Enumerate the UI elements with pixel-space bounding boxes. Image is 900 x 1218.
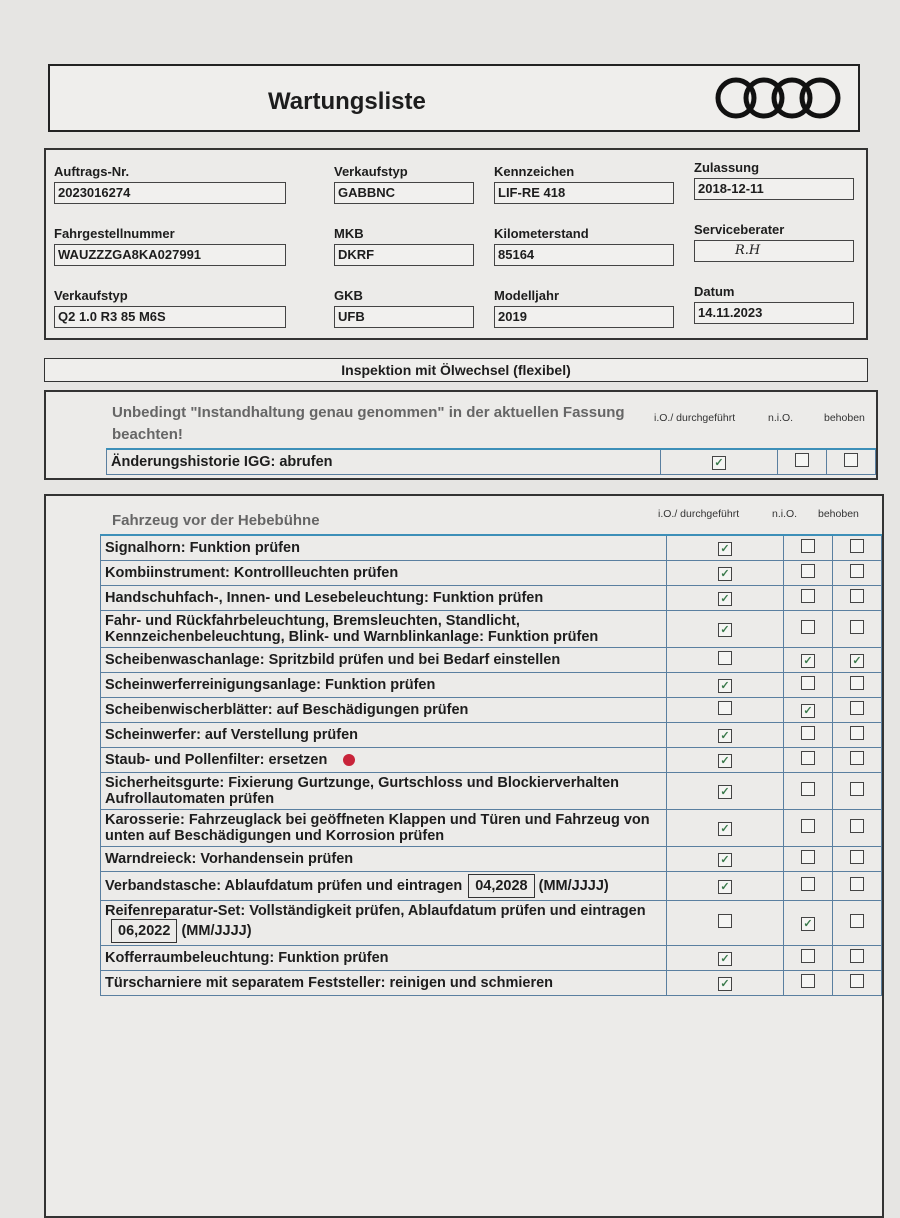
field-label: Kilometerstand: [494, 226, 589, 241]
field-label: Datum: [694, 284, 735, 299]
checklist-row: [101, 698, 882, 723]
row-text: Scheibenwaschanlage: Spritzbild prüfen und bei Bedarf einstellen: [105, 652, 561, 668]
behoben-checkbox[interactable]: [850, 676, 864, 690]
date-format: (MM/JJJJ): [538, 878, 609, 894]
field-5: [334, 226, 474, 266]
row-text: Staub- und Pollenfilter: ersetzen: [105, 752, 328, 768]
behoben-checkbox[interactable]: [850, 620, 864, 634]
io-checkbox[interactable]: ✓: [718, 592, 732, 606]
nio-checkbox[interactable]: [801, 751, 815, 765]
behoben-checkbox[interactable]: [850, 850, 864, 864]
section-header: Unbedingt "Instandhaltung genau genommen" in der aktuellen Fassung beachten!: [112, 404, 625, 443]
checklist-row: [101, 673, 882, 698]
field-label: MKB: [334, 226, 364, 241]
io-checkbox[interactable]: ✓: [718, 785, 732, 799]
io-checkbox[interactable]: ✓: [718, 754, 732, 768]
field-label: Verkaufstyp: [334, 164, 408, 179]
io-checkbox[interactable]: [718, 701, 732, 715]
row-text: Karosserie: Fahrzeuglack bei geöffneten Klappen und Türen und Fahrzeug von unten auf Beschädigungen und Korrosion prüfen: [105, 812, 650, 844]
checklist-row: [101, 586, 882, 611]
io-checkbox[interactable]: [718, 914, 732, 928]
field-7: [694, 222, 854, 262]
field-4: [54, 226, 286, 266]
col-io: i.O./ durchgeführt: [654, 412, 736, 424]
inspection-type: Inspektion mit Ölwechsel (flexibel): [44, 358, 868, 382]
checklist-row: [101, 561, 882, 586]
field-label: GKB: [334, 288, 363, 303]
behoben-checkbox[interactable]: [844, 453, 858, 467]
red-sticker-icon: [343, 754, 355, 766]
nio-checkbox[interactable]: [801, 819, 815, 833]
field-value: DKRF: [334, 244, 474, 266]
col-nio: n.i.O.: [768, 412, 794, 424]
row-text: Scheinwerferreinigungsanlage: Funktion prüfen: [105, 677, 436, 693]
row-text: Kofferraumbeleuchtung: Funktion prüfen: [105, 950, 389, 966]
row-text: Reifenreparatur-Set: Vollständigkeit prüfen, Ablaufdatum prüfen und eintragen: [105, 903, 646, 919]
nio-checkbox[interactable]: [801, 589, 815, 603]
date-format: (MM/JJJJ): [181, 923, 252, 939]
field-3: [694, 160, 854, 200]
row-text: Handschuhfach-, Innen- und Lesebeleuchtung: Funktion prüfen: [105, 590, 544, 606]
row-text: Signalhorn: Funktion prüfen: [105, 540, 300, 556]
row-text: Verbandstasche: Ablaufdatum prüfen und eintragen: [105, 878, 463, 894]
field-label: Kennzeichen: [494, 164, 575, 179]
checklist-row: [101, 748, 882, 773]
section-header: Fahrzeug vor der Hebebühne: [112, 512, 320, 529]
field-value: 2023016274: [54, 182, 286, 204]
audi-logo-icon: [710, 74, 850, 122]
field-10: [494, 288, 674, 328]
behoben-checkbox[interactable]: [850, 949, 864, 963]
field-label: Modelljahr: [494, 288, 560, 303]
behoben-checkbox[interactable]: [850, 974, 864, 988]
behoben-checkbox[interactable]: [850, 701, 864, 715]
io-checkbox[interactable]: ✓: [718, 822, 732, 836]
behoben-checkbox[interactable]: [850, 782, 864, 796]
nio-checkbox[interactable]: [801, 676, 815, 690]
field-label: Serviceberater: [694, 222, 785, 237]
field-value: WAUZZZGA8KA027991: [54, 244, 286, 266]
nio-checkbox[interactable]: [801, 949, 815, 963]
checklist-row: [107, 449, 876, 475]
row-text: Änderungshistorie IGG: abrufen: [111, 454, 333, 470]
nio-checkbox[interactable]: ✓: [801, 917, 815, 931]
checklist-row: [101, 810, 882, 847]
nio-checkbox[interactable]: ✓: [801, 654, 815, 668]
behoben-checkbox[interactable]: ✓: [850, 654, 864, 668]
nio-checkbox[interactable]: [801, 782, 815, 796]
checklist-row: [101, 723, 882, 748]
col-io: i.O./ durchgeführt: [658, 508, 740, 520]
field-value: 14.11.2023: [694, 302, 854, 324]
date-input[interactable]: 06,2022: [111, 919, 177, 943]
nio-checkbox[interactable]: [801, 726, 815, 740]
row-text: Fahr- und Rückfahrbeleuchtung, Bremsleuchten, Standlicht, Kennzeichenbeleuchtung, Blink- und Warnblinkanlage: Funktion prüfen: [105, 613, 599, 645]
io-checkbox[interactable]: ✓: [718, 977, 732, 991]
behoben-checkbox[interactable]: [850, 726, 864, 740]
field-11: [694, 284, 854, 324]
behoben-checkbox[interactable]: [850, 539, 864, 553]
row-text: Scheinwerfer: auf Verstellung prüfen: [105, 727, 358, 743]
field-value: 2018-12-11: [694, 178, 854, 200]
nio-checkbox[interactable]: [795, 453, 809, 467]
field-9: [334, 288, 474, 328]
field-label: Zulassung: [694, 160, 760, 175]
nio-checkbox[interactable]: [801, 620, 815, 634]
row-text: Sicherheitsgurte: Fixierung Gurtzunge, Gurtschloss und Blockierverhalten Aufrollautomaten prüfen: [105, 775, 620, 807]
checklist-row: [101, 847, 882, 872]
behoben-checkbox[interactable]: [850, 589, 864, 603]
nio-checkbox[interactable]: ✓: [801, 704, 815, 718]
io-checkbox[interactable]: [718, 651, 732, 665]
checklist-row: [101, 611, 882, 648]
field-1: [334, 164, 474, 204]
nio-checkbox[interactable]: [801, 877, 815, 891]
io-checkbox[interactable]: ✓: [712, 456, 726, 470]
section-hebebuehne: [44, 494, 884, 1218]
row-text: Türscharniere mit separatem Feststeller: reinigen und schmieren: [105, 975, 554, 991]
section-igg: [44, 390, 878, 480]
field-value: 85164: [494, 244, 674, 266]
io-checkbox[interactable]: ✓: [718, 542, 732, 556]
behoben-checkbox[interactable]: [850, 819, 864, 833]
io-checkbox[interactable]: ✓: [718, 952, 732, 966]
field-label: Fahrgestellnummer: [54, 226, 175, 241]
col-behoben: behoben: [818, 508, 859, 520]
field-value: R.H: [694, 240, 854, 262]
checklist-row: [101, 773, 882, 810]
io-checkbox[interactable]: ✓: [718, 623, 732, 637]
row-text: Scheibenwischerblätter: auf Beschädigungen prüfen: [105, 702, 469, 718]
vehicle-info: [44, 148, 868, 340]
col-behoben: behoben: [824, 412, 865, 424]
col-nio: n.i.O.: [772, 508, 798, 520]
nio-checkbox[interactable]: [801, 539, 815, 553]
io-checkbox[interactable]: ✓: [718, 853, 732, 867]
row-text: Kombiinstrument: Kontrollleuchten prüfen: [105, 565, 399, 581]
row-text: Warndreieck: Vorhandensein prüfen: [105, 851, 354, 867]
field-label: Verkaufstyp: [54, 288, 128, 303]
date-input[interactable]: 04,2028: [468, 874, 534, 898]
nio-checkbox[interactable]: [801, 974, 815, 988]
checklist-row: [101, 872, 882, 901]
io-checkbox[interactable]: ✓: [718, 679, 732, 693]
field-6: [494, 226, 674, 266]
field-value: UFB: [334, 306, 474, 328]
behoben-checkbox[interactable]: [850, 564, 864, 578]
checklist-row: [101, 535, 882, 561]
field-value: 2019: [494, 306, 674, 328]
io-checkbox[interactable]: ✓: [718, 729, 732, 743]
field-value: Q2 1.0 R3 85 M6S: [54, 306, 286, 328]
nio-checkbox[interactable]: [801, 564, 815, 578]
field-8: [54, 288, 286, 328]
title-box: [48, 64, 860, 132]
field-2: [494, 164, 674, 204]
nio-checkbox[interactable]: [801, 850, 815, 864]
io-checkbox[interactable]: ✓: [718, 880, 732, 894]
checklist-row: [101, 901, 882, 946]
field-value: GABBNC: [334, 182, 474, 204]
checklist-row: [101, 971, 882, 996]
behoben-checkbox[interactable]: [850, 914, 864, 928]
field-label: Auftrags-Nr.: [54, 164, 130, 179]
checklist-row: [101, 648, 882, 673]
behoben-checkbox[interactable]: [850, 877, 864, 891]
checklist-row: [101, 946, 882, 971]
io-checkbox[interactable]: ✓: [718, 567, 732, 581]
page-title: Wartungsliste: [268, 88, 426, 115]
field-0: [54, 164, 286, 204]
field-value: LIF-RE 418: [494, 182, 674, 204]
behoben-checkbox[interactable]: [850, 751, 864, 765]
